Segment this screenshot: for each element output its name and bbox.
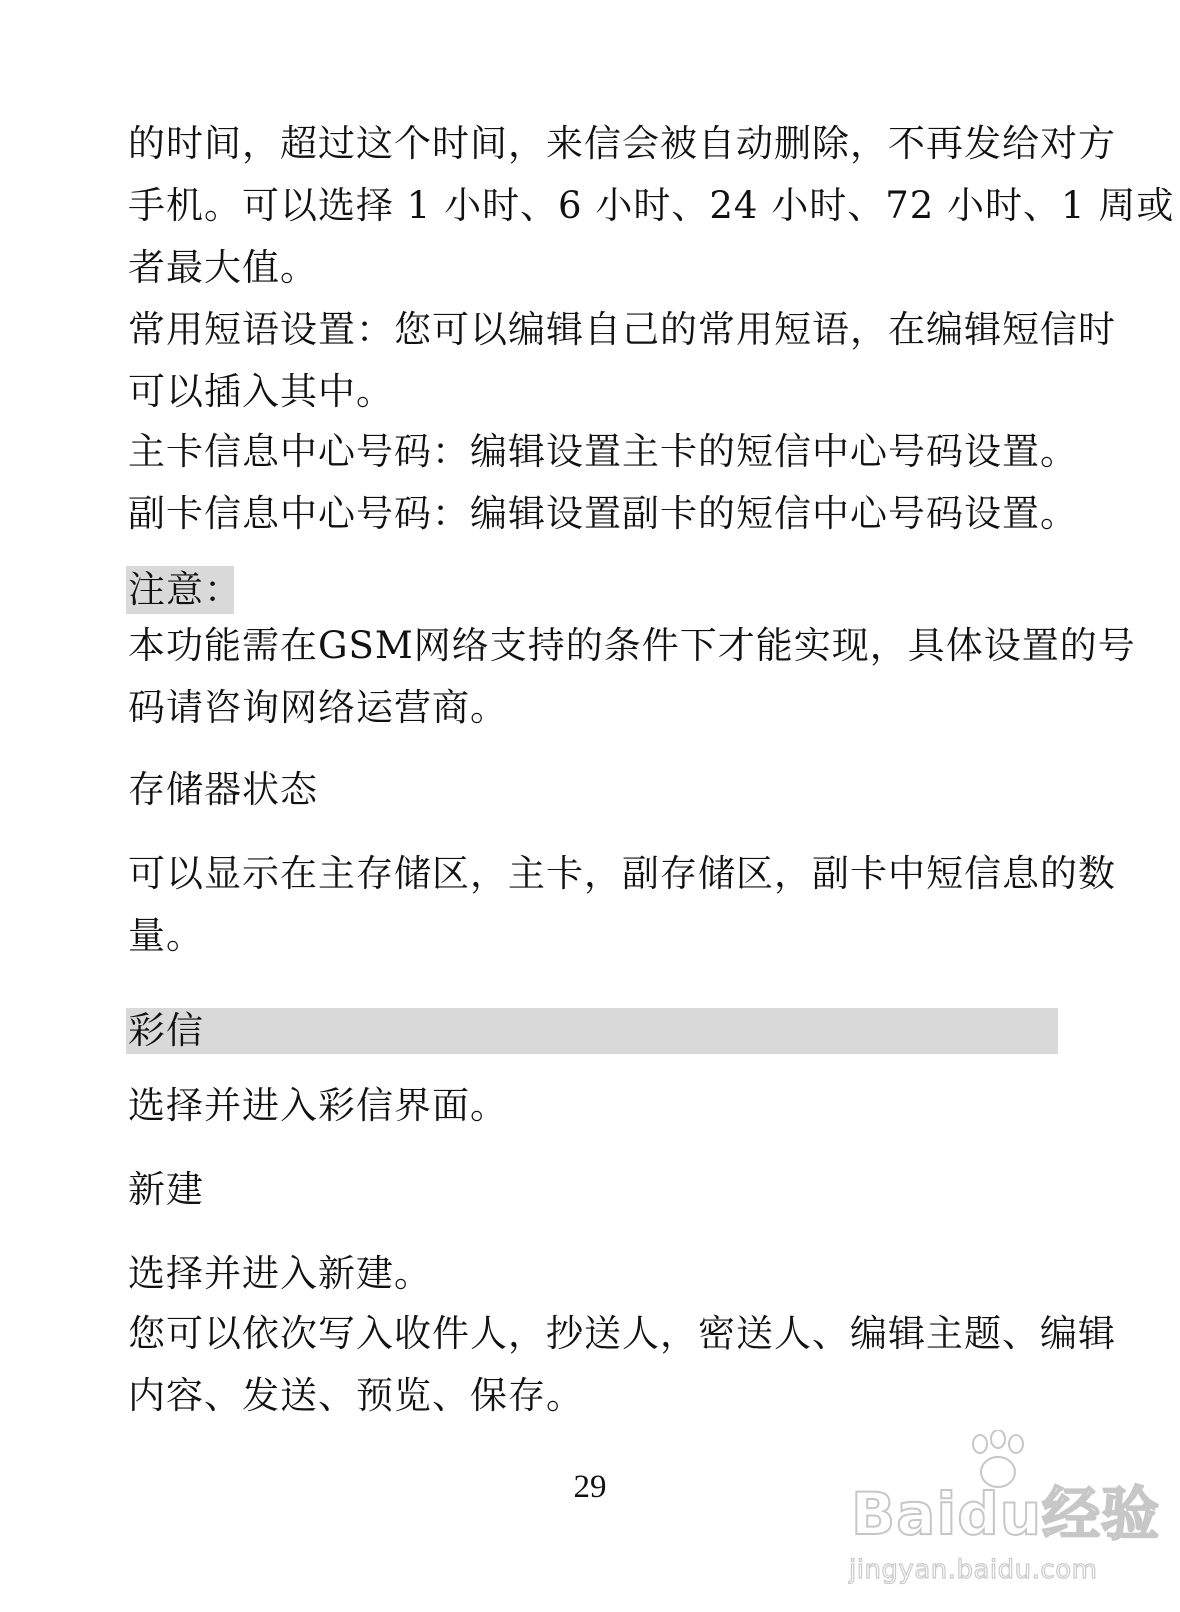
storage-line: 量。 bbox=[128, 914, 204, 957]
mms-intro: 选择并进入彩信界面。 bbox=[128, 1084, 508, 1127]
body-line: 常用短语设置：您可以编辑自己的常用短语，在编辑短信时 bbox=[128, 308, 1116, 351]
page-number: 29 bbox=[573, 1469, 607, 1505]
body-line: 主卡信息中心号码：编辑设置主卡的短信中心号码设置。 bbox=[128, 430, 1078, 473]
note-line: 码请咨询网络运营商。 bbox=[128, 686, 508, 729]
section-heading-mms: 彩信 bbox=[128, 1009, 204, 1052]
new-line: 您可以依次写入收件人，抄送人，密送人、编辑主题、编辑 bbox=[128, 1312, 1116, 1355]
section-heading-new: 新建 bbox=[128, 1168, 204, 1211]
new-intro: 选择并进入新建。 bbox=[128, 1252, 432, 1295]
new-line: 内容、发送、预览、保存。 bbox=[128, 1374, 584, 1417]
body-line: 副卡信息中心号码：编辑设置副卡的短信中心号码设置。 bbox=[128, 492, 1078, 535]
watermark-url: jingyan.baidu.com bbox=[849, 1555, 1098, 1585]
section-highlight-mms bbox=[126, 1008, 1058, 1054]
section-heading-storage: 存储器状态 bbox=[128, 768, 318, 811]
storage-line: 可以显示在主存储区，主卡，副存储区，副卡中短信息的数 bbox=[128, 852, 1116, 895]
watermark-brand: Baidu经验 bbox=[851, 1480, 1161, 1548]
body-line: 者最大值。 bbox=[128, 246, 318, 289]
note-line: 本功能需在GSM网络支持的条件下才能实现，具体设置的号 bbox=[128, 624, 1136, 667]
note-heading: 注意： bbox=[128, 568, 242, 611]
body-line: 可以插入其中。 bbox=[128, 370, 394, 413]
body-line: 的时间，超过这个时间，来信会被自动删除，不再发给对方 bbox=[128, 122, 1116, 165]
body-line: 手机。可以选择 1 小时、6 小时、24 小时、72 小时、1 周或 bbox=[128, 184, 1175, 227]
baidu-watermark bbox=[845, 1430, 1175, 1600]
